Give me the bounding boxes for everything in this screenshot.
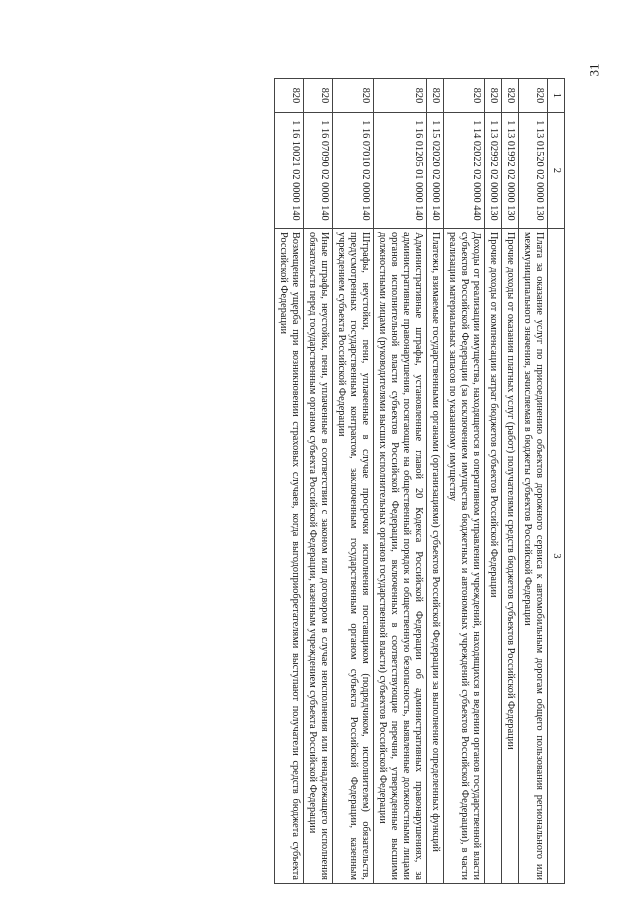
description-cell: Возмещение ущерба при возникновении страховых случаев, когда выгодоприобретателями выступают получатели средств бюджета субъекта Российской Федерации xyxy=(275,229,304,884)
budget-code-cell: 1 16 07090 02 0000 140 xyxy=(304,113,333,229)
admin-code-cell: 820 xyxy=(519,79,548,113)
table-row xyxy=(333,79,374,884)
table-row xyxy=(485,79,502,884)
admin-code-cell: 820 xyxy=(485,79,502,113)
budget-code-cell: 1 13 01992 02 0000 130 xyxy=(502,113,519,229)
table-header-row xyxy=(548,79,565,884)
table-container xyxy=(53,78,565,883)
description-cell: Платежи, взимаемые государственными органами (организациями) субъектов Российской Федерации за выполнение определенных функций xyxy=(427,229,444,884)
description-cell: Прочие доходы от компенсации затрат бюджетов субъектов Российской Федерации xyxy=(485,229,502,884)
description-cell: Плата за оказание услуг по присоединению объектов дорожного сервиса к автомобильным дорогам общего пользования регионального или межмуниципального значения, зачисляемая в бюджеты субъектов Российской Федерации xyxy=(519,229,548,884)
revenue-codes-table xyxy=(274,78,565,884)
description-cell: Доходы от реализации имущества, находящегося в оперативном управлении учреждений, находящихся в ведении органов государственной власти субъектов Российской Федерации (за исключением имущества бюджетных и автономных учреждений субъектов Российской Федерации), в части реализации материальных запасов по указанному имуществу xyxy=(444,229,485,884)
admin-code-cell: 820 xyxy=(427,79,444,113)
admin-code-cell: 820 xyxy=(333,79,374,113)
description-cell: Административные штрафы, установленные главой 20 Кодекса Российской Федерации об административных правонарушениях, за административные правонарушения, посягающие на общественный порядок и общественную безопасность, выявленные должностными лицами органов исполнительной власти субъектов Российской Федерации, включенных в соответствующие перечни, утвержденные высшими должностными лицами (руководителями высших исполнительных органов государственной власти) субъектов Российской Федерации xyxy=(374,229,427,884)
column-header-1: 1 xyxy=(548,79,565,113)
table-row xyxy=(502,79,519,884)
table-row xyxy=(304,79,333,884)
budget-code-cell: 1 16 07010 02 0000 140 xyxy=(333,113,374,229)
admin-code-cell: 820 xyxy=(444,79,485,113)
admin-code-cell: 820 xyxy=(502,79,519,113)
admin-code-cell: 820 xyxy=(304,79,333,113)
description-cell: Прочие доходы от оказания платных услуг (работ) получателями средств бюджетов субъектов Российской Федерации xyxy=(502,229,519,884)
admin-code-cell: 820 xyxy=(275,79,304,113)
column-header-3: 3 xyxy=(548,229,565,884)
table-row xyxy=(374,79,427,884)
column-header-2: 2 xyxy=(548,113,565,229)
budget-code-cell: 1 16 10021 02 0000 140 xyxy=(275,113,304,229)
table-row xyxy=(427,79,444,884)
table-row xyxy=(444,79,485,884)
budget-code-cell: 1 13 01520 02 0000 130 xyxy=(519,113,548,229)
description-cell: Штрафы, неустойки, пени, уплаченные в случае просрочки исполнения поставщиком (подрядчиком, исполнителем) обязательств, предусмотренных государственным контрактом, заключенным государственным органом субъекта Российской Федерации, казенным учреждением субъекта Российской Федерации xyxy=(333,229,374,884)
admin-code-cell: 820 xyxy=(374,79,427,113)
budget-code-cell: 1 16 01205 01 0000 140 xyxy=(374,113,427,229)
budget-code-cell: 1 14 02022 02 0000 440 xyxy=(444,113,485,229)
table-row xyxy=(519,79,548,884)
budget-code-cell: 1 13 02992 02 0000 130 xyxy=(485,113,502,229)
page-number: 31 xyxy=(586,63,602,77)
table-row xyxy=(275,79,304,884)
description-cell: Иные штрафы, неустойки, пени, уплаченные в соответствии с законом или договором в случае неисполнения или ненадлежащего исполнения обязательств перед государственным органом субъекта Российской Федерации, казенным учреждением субъекта Российской Федерации xyxy=(304,229,333,884)
budget-code-cell: 1 15 02020 02 0000 140 xyxy=(427,113,444,229)
